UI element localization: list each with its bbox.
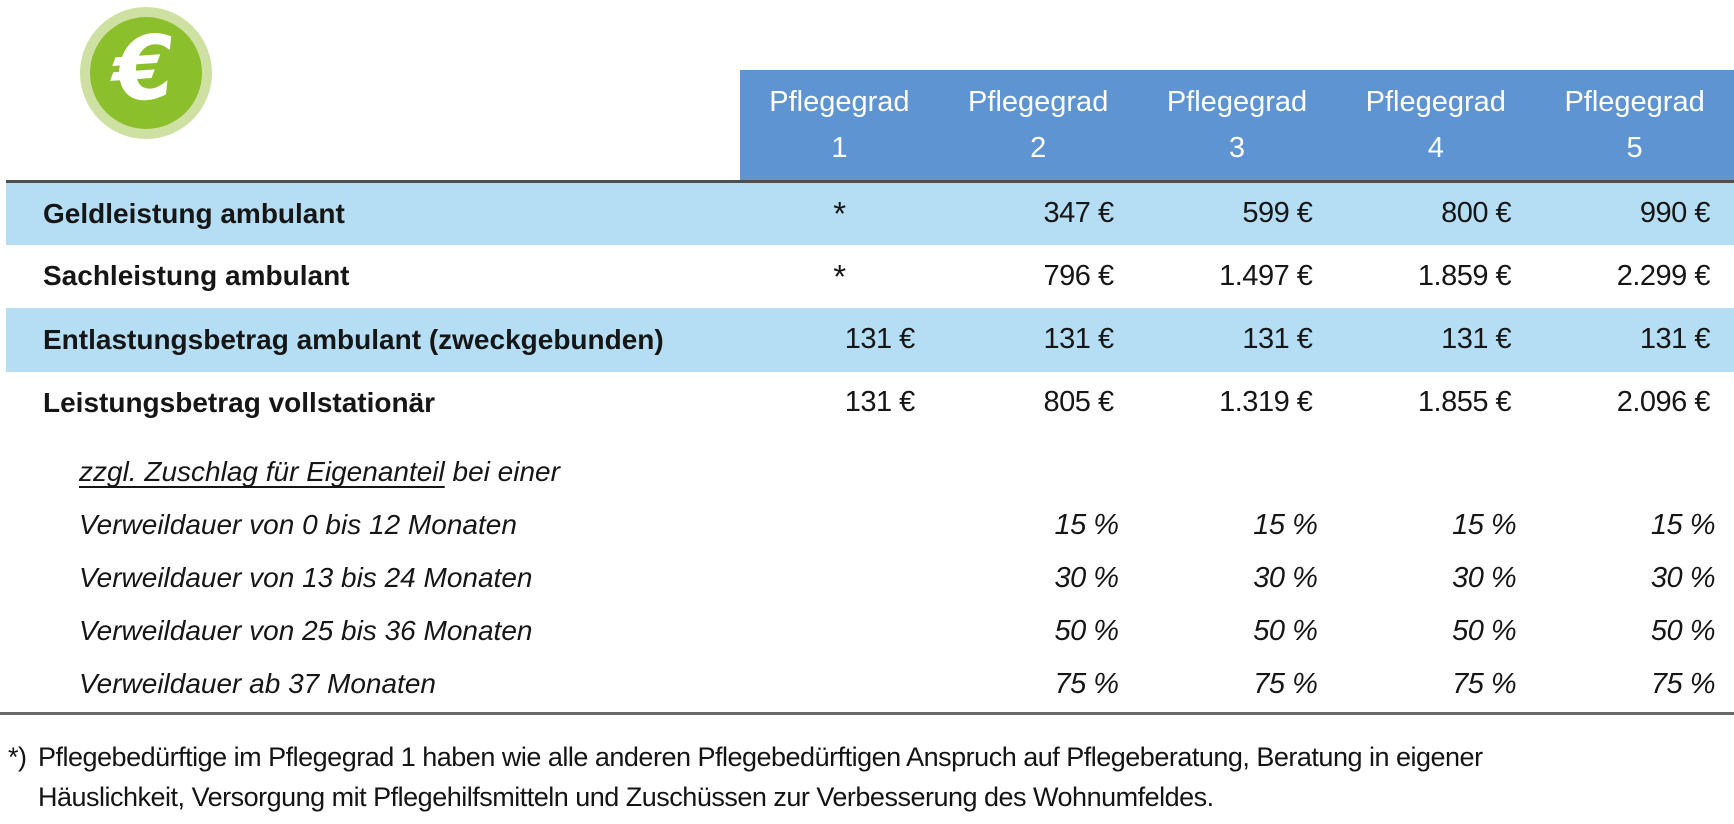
value-pg5: 15 % <box>1650 508 1715 541</box>
row-spacer <box>6 434 1734 446</box>
bottom-divider-line <box>0 712 1734 715</box>
header-label: Pflegegrad <box>1365 85 1506 118</box>
value-pg3: 131 € <box>1242 323 1313 356</box>
value-pg1: * <box>833 195 846 233</box>
value-pg1: 131 € <box>844 386 915 419</box>
header-cell-pflegegrad-3 <box>1138 70 1337 180</box>
value-pg3: 599 € <box>1242 197 1313 230</box>
table-row-verweildauer-0-12 <box>6 499 1734 552</box>
value-pg4: 15 % <box>1452 508 1517 541</box>
label-part: bei einer <box>444 456 560 488</box>
table-row-verweildauer-ab-37 <box>6 658 1734 711</box>
footnote-text: Pflegebedürftige im Pflegegrad 1 haben wie alle anderen Pflegebedürftigen Anspruch auf Pflegeberatung, Beratung in eigener Häuslichkeit, Versorgung mit Pflegehilfsmitteln und Zuschüssen zur Verbesserung des Wohnumfeldes. <box>38 742 1483 812</box>
value-pg5: 131 € <box>1639 323 1710 356</box>
header-cell-pflegegrad-1 <box>740 70 939 180</box>
row-label <box>6 456 740 488</box>
row-label: Sachleistung ambulant <box>43 260 350 292</box>
value-pg3: 50 % <box>1253 614 1318 647</box>
value-pg5: 75 % <box>1650 667 1715 700</box>
value-pg2: 15 % <box>1054 508 1119 541</box>
value-pg3: 1.497 € <box>1219 259 1313 292</box>
table-row-zuschlag-eigenanteil <box>6 446 1734 499</box>
table-body <box>6 183 1734 711</box>
value-pg1: * <box>833 257 846 295</box>
row-label: Leistungsbetrag vollstationär <box>43 386 436 418</box>
value-pg5: 990 € <box>1639 197 1710 230</box>
header-cell-pflegegrad-4 <box>1336 70 1535 180</box>
table-row-verweildauer-25-36 <box>6 605 1734 658</box>
row-label: Verweildauer von 25 bis 36 Monaten <box>79 615 533 647</box>
row-label: Verweildauer von 0 bis 12 Monaten <box>79 509 517 541</box>
footnote <box>8 737 1528 817</box>
underlined-label-part: zzgl. Zuschlag für Eigenanteil <box>79 456 445 488</box>
value-pg4: 75 % <box>1452 667 1517 700</box>
value-pg5: 30 % <box>1650 561 1715 594</box>
value-pg4: 1.859 € <box>1417 259 1512 292</box>
row-label: Geldleistung ambulant <box>43 197 345 229</box>
value-pg5: 50 % <box>1650 614 1715 647</box>
value-pg3: 15 % <box>1253 508 1318 541</box>
table-row-geldleistung-ambulant <box>6 183 1734 245</box>
value-pg2: 347 € <box>1043 197 1114 230</box>
header-grade-number: 1 <box>831 131 848 164</box>
row-label: Verweildauer ab 37 Monaten <box>79 668 436 700</box>
value-pg3: 30 % <box>1253 561 1318 594</box>
value-pg2: 50 % <box>1054 614 1119 647</box>
value-pg3: 1.319 € <box>1219 386 1313 419</box>
value-pg1: 131 € <box>844 323 915 356</box>
table-row-verweildauer-13-24 <box>6 552 1734 605</box>
footnote-marker: *) <box>8 742 27 772</box>
value-pg3: 75 % <box>1253 667 1318 700</box>
euro-icon-inner-circle <box>90 14 202 129</box>
header-label: Pflegegrad <box>968 85 1109 118</box>
table-row-entlastungsbetrag <box>6 308 1734 372</box>
table-header-row <box>740 70 1734 180</box>
value-pg4: 800 € <box>1441 197 1512 230</box>
table-row-leistungsbetrag-vollstationaer <box>6 372 1734 434</box>
value-pg2: 805 € <box>1043 386 1114 419</box>
value-pg4: 1.855 € <box>1417 386 1512 419</box>
value-pg2: 30 % <box>1054 561 1119 594</box>
value-pg2: 75 % <box>1054 667 1119 700</box>
row-label: Verweildauer von 13 bis 24 Monaten <box>79 562 533 594</box>
table-row-sachleistung-ambulant <box>6 245 1734 308</box>
value-pg5: 2.299 € <box>1616 259 1710 292</box>
header-label: Pflegegrad <box>1564 85 1705 118</box>
value-pg4: 131 € <box>1441 323 1512 356</box>
value-pg2: 131 € <box>1043 323 1114 356</box>
value-pg2: 796 € <box>1043 259 1114 292</box>
header-grade-number: 5 <box>1626 131 1643 164</box>
value-pg4: 30 % <box>1452 561 1517 594</box>
header-label: Pflegegrad <box>769 85 910 118</box>
value-pg4: 50 % <box>1452 614 1517 647</box>
header-grade-number: 3 <box>1228 131 1246 164</box>
header-cell-pflegegrad-5 <box>1535 70 1734 180</box>
header-grade-number: 4 <box>1427 131 1444 164</box>
header-cell-pflegegrad-2 <box>939 70 1138 180</box>
row-label: Entlastungsbetrag ambulant (zweckgebunden) <box>43 323 664 355</box>
value-pg5: 2.096 € <box>1616 386 1710 419</box>
euro-icon <box>80 7 212 139</box>
header-label: Pflegegrad <box>1166 85 1308 118</box>
euro-symbol: € <box>109 14 179 123</box>
header-grade-number: 2 <box>1030 131 1047 164</box>
